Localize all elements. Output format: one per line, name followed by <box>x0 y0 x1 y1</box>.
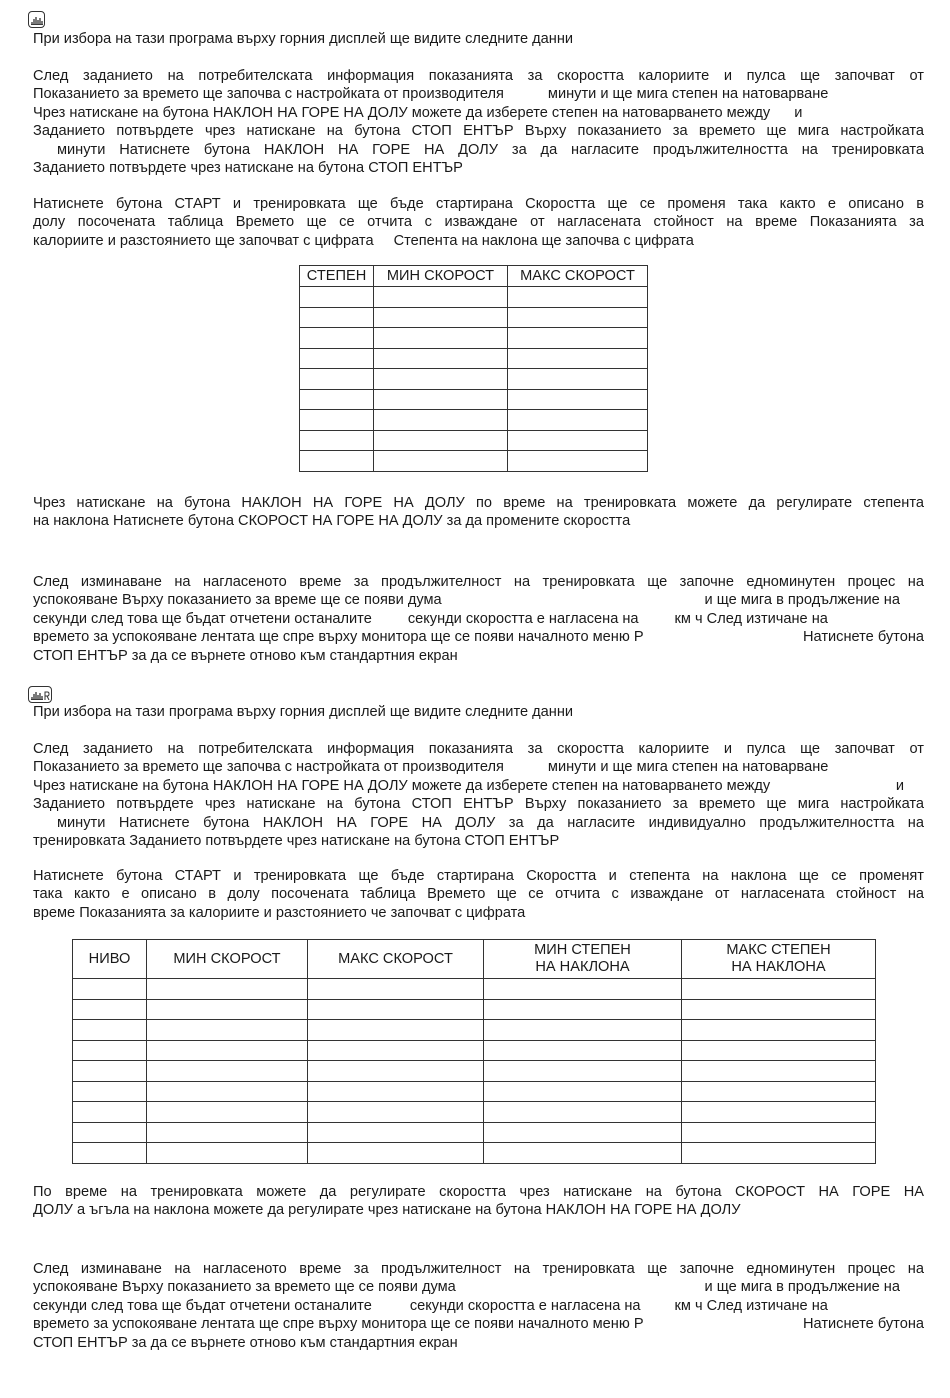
table-cell <box>73 1061 147 1082</box>
header-line: МАКС СТЕПЕН <box>726 942 831 958</box>
table-row <box>300 369 648 390</box>
table-cell <box>374 451 508 472</box>
section2-paragraph-3 <box>33 1183 924 1220</box>
table-row <box>73 999 876 1020</box>
section1-intro <box>33 30 924 48</box>
table-row <box>73 979 876 1000</box>
table-row <box>300 287 648 308</box>
table-cell <box>73 1040 147 1061</box>
text-fragment: успокояване Върху показанието за времето ще се появи дума <box>33 1279 456 1296</box>
table-cell <box>508 410 648 431</box>
table-cell <box>147 1040 308 1061</box>
table-row <box>73 1040 876 1061</box>
section2-intro <box>33 703 924 721</box>
table-row <box>73 1143 876 1164</box>
text-fragment: Натиснете бутона <box>803 629 924 646</box>
table-cell <box>484 1061 682 1082</box>
text-fragment: Показанието за времето ще започва с настройката от производителя <box>33 86 504 103</box>
table-row <box>73 1122 876 1143</box>
table-cell <box>508 287 648 308</box>
table-header: НИВО <box>73 940 147 979</box>
program-chart-icon <box>28 11 45 28</box>
table-cell <box>484 1122 682 1143</box>
table-header: МАКС СКОРОСТ <box>508 266 648 287</box>
section1-paragraph-1 <box>33 67 924 177</box>
table-cell <box>308 1102 484 1123</box>
table-cell <box>682 1040 876 1061</box>
table-cell <box>308 1061 484 1082</box>
table-cell <box>484 1102 682 1123</box>
text-line: След изминаване на нагласеното време за продължителност на тренировката ще започне едноминутен процес на <box>33 574 924 590</box>
text-fragment: и <box>794 104 803 121</box>
table-cell <box>508 348 648 369</box>
table-cell <box>73 979 147 1000</box>
table-header: МИН СКОРОСТ <box>374 266 508 287</box>
intro-text: При избора на тази програма върху горния дисплей ще видите следните данни <box>33 31 574 47</box>
text-fragment: км ч След изтичане на <box>674 1297 828 1314</box>
table-cell <box>508 389 648 410</box>
table-cell <box>484 1020 682 1041</box>
text-fragment: времето за успокояване лентата ще спре върху монитора ще се появи началното меню Р <box>33 1316 644 1333</box>
text-line: СТОП ЕНТЪР за да се върнете отново към стандартния екран <box>33 647 458 664</box>
table-cell <box>374 410 508 431</box>
text-fragment: и ще мига в продължение на <box>704 592 900 609</box>
section1-paragraph-4 <box>33 573 924 665</box>
table-cell <box>300 451 374 472</box>
table-cell <box>484 979 682 1000</box>
table-cell <box>508 369 648 390</box>
table-cell <box>300 287 374 308</box>
table-header <box>484 940 682 979</box>
section2-paragraph-2 <box>33 867 924 922</box>
table-row <box>300 451 648 472</box>
table-cell <box>682 1020 876 1041</box>
text-fragment: секунди след това ще бъдат отчетени останалите <box>33 610 372 627</box>
table-cell <box>147 1081 308 1102</box>
table-cell <box>508 307 648 328</box>
table-row <box>73 1102 876 1123</box>
section1-paragraph-2 <box>33 195 924 250</box>
table-cell <box>374 307 508 328</box>
table-cell <box>682 1081 876 1102</box>
text-line: така както е описано в долу посочената таблица Времето ще се отчита с изваждане от нагласената стойност на <box>33 886 924 903</box>
table-cell <box>308 1122 484 1143</box>
intro-text: При избора на тази програма върху горния дисплей ще видите следните данни <box>33 704 574 720</box>
table-cell <box>300 307 374 328</box>
table-cell <box>374 389 508 410</box>
table-cell <box>300 348 374 369</box>
table-cell <box>374 328 508 349</box>
text-line: По време на тренировката можете да регулирате скоростта чрез натискане на бутона СКОРОСТ НА ГОРЕ НА <box>33 1184 924 1200</box>
text-fragment: секунди след това ще бъдат отчетени останалите <box>33 1297 372 1314</box>
table-cell <box>147 999 308 1020</box>
table-row <box>300 410 648 431</box>
table-row <box>300 307 648 328</box>
header-line: НА НАКЛОНА <box>731 959 826 975</box>
text-fragment: успокояване Върху показанието за време ще се появи дума <box>33 592 442 609</box>
table-cell <box>682 1061 876 1082</box>
table-cell <box>147 979 308 1000</box>
table-cell <box>682 979 876 1000</box>
table-cell <box>147 1020 308 1041</box>
table-cell <box>682 1102 876 1123</box>
table-row <box>300 328 648 349</box>
table-cell <box>73 1122 147 1143</box>
speed-table <box>299 265 648 472</box>
table-header: МАКС СКОРОСТ <box>308 940 484 979</box>
table-cell <box>484 1143 682 1164</box>
table-row <box>300 389 648 410</box>
table-cell <box>508 328 648 349</box>
table-cell <box>308 1081 484 1102</box>
table-cell <box>147 1061 308 1082</box>
text-line: След заданието на потребителската информация показанията за скоростта калориите и пулса ще започват от <box>33 68 924 84</box>
text-fragment: минути и ще мига степен на натоварване <box>547 86 829 103</box>
table-cell <box>484 1081 682 1102</box>
text-line: Заданието потвърдете чрез натискане на бутона СТОП ЕНТЪР Върху показанието за времето ще мига настройката <box>33 796 924 813</box>
table-row <box>300 348 648 369</box>
table-cell <box>374 287 508 308</box>
table-row <box>73 1020 876 1041</box>
table-cell <box>300 410 374 431</box>
text-fragment: Чрез натискане на бутона НАКЛОН НА ГОРЕ НА ДОЛУ можете да изберете степен на натоварването между <box>33 777 771 794</box>
table-cell <box>508 430 648 451</box>
table-cell <box>682 1143 876 1164</box>
table-cell <box>308 1143 484 1164</box>
text-line: Заданието потвърдете чрез натискане на бутона СТОП ЕНТЪР <box>33 160 463 177</box>
text-fragment: км ч След изтичане на <box>674 610 828 627</box>
text-line: Натиснете бутона СТАРТ и тренировката ще бъде стартирана Скоростта ще се променя така както е описано в <box>33 196 924 212</box>
table-cell <box>308 1020 484 1041</box>
text-fragment: и ще мига в продължение на <box>704 1279 900 1296</box>
table-cell <box>308 979 484 1000</box>
text-line: минути Натиснете бутона НАКЛОН НА ГОРЕ НА ДОЛУ за да нагласите индивидуално продължителността на <box>57 814 924 831</box>
text-fragment: Натиснете бутона <box>803 1316 924 1333</box>
table-cell <box>73 1020 147 1041</box>
text-line: Натиснете бутона СТАРТ и тренировката ще бъде стартирана Скоростта и степента на наклона ще се променят <box>33 868 924 884</box>
header-line: МИН СТЕПЕН <box>534 942 631 958</box>
table-cell <box>508 451 648 472</box>
table-row <box>73 1061 876 1082</box>
table-cell <box>374 348 508 369</box>
text-line: СТОП ЕНТЪР за да се върнете отново към стандартния екран <box>33 1334 458 1351</box>
table-cell <box>300 430 374 451</box>
text-fragment: Показанието за времето ще започва с настройката от производителя <box>33 759 504 776</box>
table-header: МИН СКОРОСТ <box>147 940 308 979</box>
table-cell <box>73 1102 147 1123</box>
level-table <box>72 939 876 1164</box>
text-line: Чрез натискане на бутона НАКЛОН НА ГОРЕ НА ДОЛУ по време на тренировката можете да регулирате степента <box>33 495 924 511</box>
table-cell <box>300 369 374 390</box>
section2-paragraph-1 <box>33 740 924 850</box>
text-line: След заданието на потребителската информация показанията за скоростта калориите и пулса ще започват от <box>33 741 924 757</box>
table-cell <box>300 389 374 410</box>
text-line: Заданието потвърдете чрез натискане на бутона СТОП ЕНТЪР Върху показанието за времето ще мига настройката <box>33 123 924 140</box>
text-fragment: Степента на наклона ще започва с цифрата <box>393 232 694 249</box>
text-line: време Показанията за калориите и разстоянието че започват с цифрата <box>33 904 526 921</box>
program-chart-manual-icon <box>28 686 52 703</box>
table-cell <box>73 1081 147 1102</box>
section2-paragraph-4 <box>33 1260 924 1352</box>
text-fragment: минути и ще мига степен на натоварване <box>547 759 829 776</box>
table-cell <box>73 1143 147 1164</box>
table-cell <box>374 430 508 451</box>
text-line: долу посочената таблица Времето ще се отчита с изваждане от нагласената стойност на време Показанията за <box>33 214 924 231</box>
table-cell <box>147 1122 308 1143</box>
table-cell <box>147 1102 308 1123</box>
text-line: минути Натиснете бутона НАКЛОН НА ГОРЕ НА ДОЛУ за да нагласите продължителността на тренировката <box>57 141 924 158</box>
text-line: на наклона Натиснете бутона СКОРОСТ НА ГОРЕ НА ДОЛУ за да промените скоростта <box>33 513 631 530</box>
table-row <box>73 1081 876 1102</box>
table-cell <box>300 328 374 349</box>
table-header <box>682 940 876 979</box>
text-line: ДОЛУ а ъгъла на наклона можете да регулирате чрез натискане на бутона НАКЛОН НА ГОРЕ НА ДОЛУ <box>33 1202 741 1219</box>
header-line: НА НАКЛОНА <box>535 959 630 975</box>
table-cell <box>682 1122 876 1143</box>
table-cell <box>484 1040 682 1061</box>
text-line: След изминаване на нагласеното време за продължителност на тренировката ще започне едноминутен процес на <box>33 1261 924 1277</box>
text-fragment: секунди скоростта е нагласена на <box>409 1297 641 1314</box>
table-row <box>300 430 648 451</box>
table-cell <box>682 999 876 1020</box>
table-header: СТЕПЕН <box>300 266 374 287</box>
text-fragment: и <box>895 777 904 794</box>
text-fragment: времето за успокояване лентата ще спре върху монитора ще се появи началното меню Р <box>33 629 644 646</box>
table-cell <box>308 999 484 1020</box>
text-line: тренировката Заданието потвърдете чрез натискане на бутона СТОП ЕНТЪР <box>33 833 560 850</box>
table-cell <box>73 999 147 1020</box>
text-fragment: калориите и разстоянието ще започват с цифрата <box>33 232 374 249</box>
section1-paragraph-3 <box>33 494 924 531</box>
text-fragment: секунди скоростта е нагласена на <box>407 610 639 627</box>
text-fragment: Чрез натискане на бутона НАКЛОН НА ГОРЕ НА ДОЛУ можете да изберете степен на натоварването между <box>33 104 771 121</box>
table-cell <box>147 1143 308 1164</box>
table-cell <box>484 999 682 1020</box>
table-cell <box>374 369 508 390</box>
table-cell <box>308 1040 484 1061</box>
